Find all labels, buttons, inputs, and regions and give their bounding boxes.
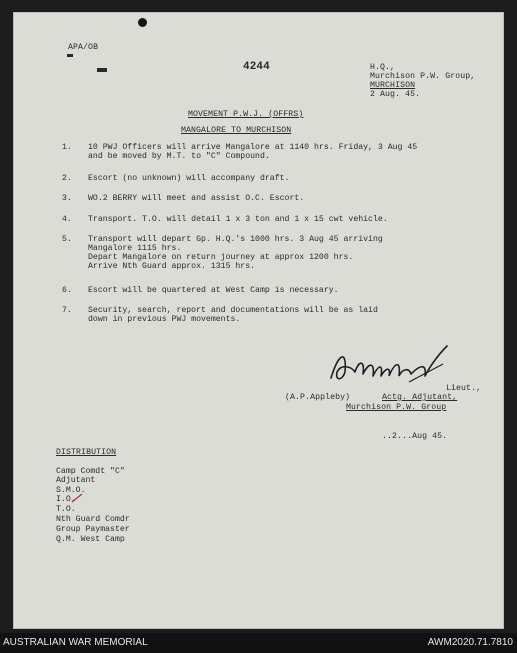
ink-mark xyxy=(67,54,73,57)
item-text: down in previous PWJ movements. xyxy=(88,315,241,324)
distribution-item: Nth Guard Comdr xyxy=(56,515,130,524)
signatory-role: Actg. Adjutant, xyxy=(382,393,458,402)
from-line-1: H.Q., xyxy=(370,63,396,72)
file-reference: APA/OB xyxy=(68,43,99,52)
footer-accession: AWM2020.71.7810 xyxy=(427,637,513,648)
item-number: 3. xyxy=(62,194,72,203)
footer-source: AUSTRALIAN WAR MEMORIAL xyxy=(3,637,148,648)
item-text: Transport will depart Gp. H.Q.'s 1000 hrs. 3 Aug 45 arriving xyxy=(88,235,383,244)
from-line-4: 2 Aug. 45. xyxy=(370,90,421,99)
signature-date: ..2...Aug 45. xyxy=(382,432,448,441)
red-tick-mark xyxy=(70,492,84,504)
title-line-1: MOVEMENT P.W.J. (OFFRS) xyxy=(188,110,304,119)
item-text: Depart Mangalore on return journey at approx 1200 hrs. xyxy=(88,253,354,262)
item-text: Arrive Nth Guard approx. 1315 hrs. xyxy=(88,262,256,271)
item-text: Mangalore 1115 hrs. xyxy=(88,244,182,253)
item-number: 1. xyxy=(62,143,72,152)
item-text: Security, search, report and documentations will be as laid xyxy=(88,306,378,315)
archive-footer xyxy=(0,633,517,653)
distribution-item: T.O. xyxy=(56,505,76,514)
item-number: 2. xyxy=(62,174,72,183)
item-text: WO.2 BERRY will meet and assist O.C. Escort. xyxy=(88,194,305,203)
distribution-item: Camp Comdt "C" xyxy=(56,467,125,476)
distribution-item: I.O. xyxy=(56,495,76,504)
item-text: and be moved by M.T. to "C" Compound. xyxy=(88,152,270,161)
from-line-2: Murchison P.W. Group, xyxy=(370,72,476,81)
item-number: 4. xyxy=(62,215,72,224)
item-number: 6. xyxy=(62,286,72,295)
distribution-item: Adjutant xyxy=(56,476,96,485)
distribution-title: DISTRIBUTION xyxy=(56,448,117,457)
ink-mark xyxy=(97,68,107,72)
document-page xyxy=(13,12,504,629)
distribution-item: Q.M. West Camp xyxy=(56,535,125,544)
signatory-name: (A.P.Appleby) xyxy=(285,393,351,402)
item-text: Transport. T.O. will detail 1 x 3 ton and 1 x 15 cwt vehicle. xyxy=(88,215,388,224)
item-text: 10 PWJ Officers will arrive Mangalore at 1140 hrs. Friday, 3 Aug 45 xyxy=(88,143,418,152)
signatory-rank: Lieut., xyxy=(446,384,482,393)
document-number: 4244 xyxy=(243,61,270,73)
punch-hole xyxy=(138,18,147,27)
signatory-unit: Murchison P.W. Group xyxy=(346,403,447,412)
distribution-item: S.M.O. xyxy=(56,486,86,495)
item-text: Escort will be quartered at West Camp is necessary. xyxy=(88,286,339,295)
handwritten-signature xyxy=(325,342,455,387)
from-line-3: MURCHISON xyxy=(370,81,416,90)
item-number: 7. xyxy=(62,306,72,315)
distribution-item: Group Paymaster xyxy=(56,525,130,534)
title-line-2: MANGALORE TO MURCHISON xyxy=(181,126,292,135)
item-number: 5. xyxy=(62,235,72,244)
item-text: Escort (no unknown) will accompany draft. xyxy=(88,174,290,183)
